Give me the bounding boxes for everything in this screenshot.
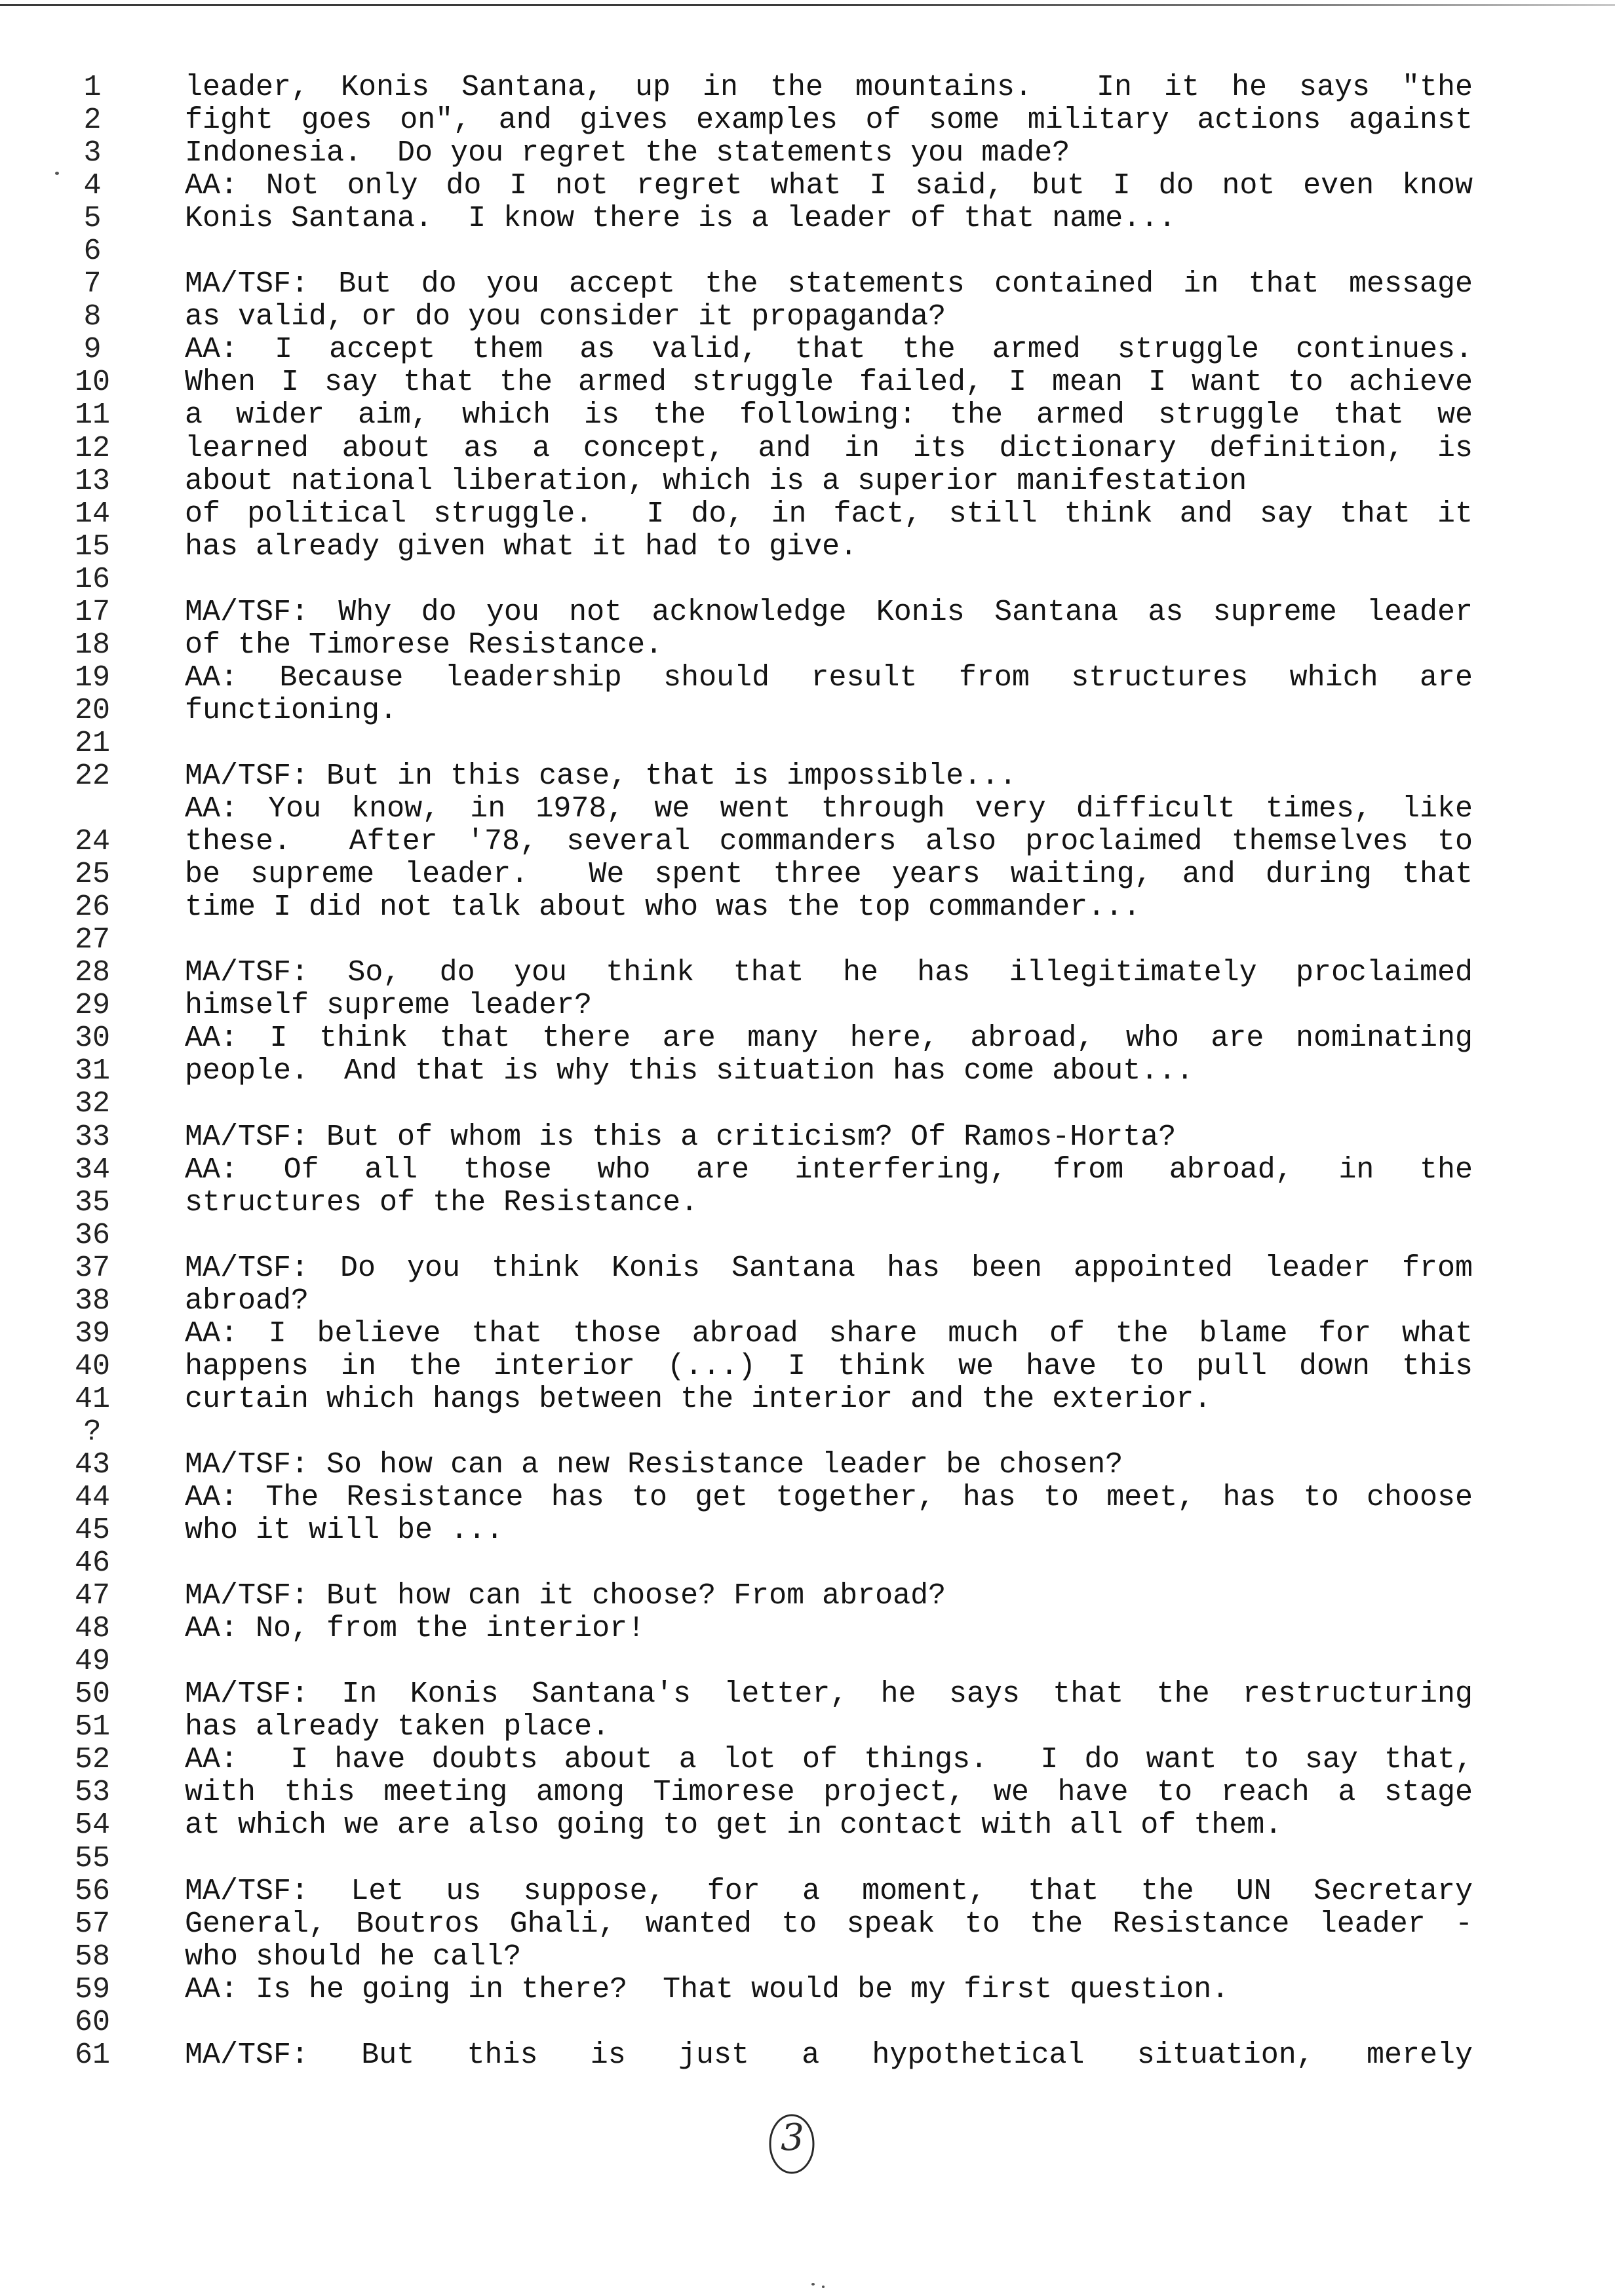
transcript-line (0, 2006, 1615, 2039)
transcript-line (0, 1154, 1615, 1187)
line-number: 6 (83, 235, 102, 269)
transcript-line (0, 1416, 1615, 1449)
transcript-line (0, 1843, 1615, 1875)
line-text: at which we are also going to get in contact with all of them. (185, 1808, 1283, 1843)
line-number: 41 (74, 1382, 110, 1416)
line-number: 27 (74, 923, 110, 957)
line-text: AA: The Resistance has to get together, has to meet, has to choose (185, 1481, 1473, 1515)
transcript-line (0, 1055, 1615, 1088)
line-text: MA/TSF: Do you think Konis Santana has been appointed leader from (185, 1251, 1473, 1285)
transcript-line (0, 1744, 1615, 1776)
line-text: abroad? (185, 1284, 309, 1318)
line-text: who should he call? (185, 1940, 522, 1974)
line-text: functioning. (185, 693, 398, 727)
line-number: 49 (74, 1645, 110, 1679)
line-text: AA: You know, in 1978, we went through very difficult times, like (185, 792, 1473, 826)
line-text: General, Boutros Ghali, wanted to speak to the Resistance leader - (185, 1907, 1473, 1941)
line-text: AA: I have doubts about a lot of things. I do want to say that, (185, 1743, 1473, 1777)
transcript-line (0, 104, 1615, 137)
transcript-line (0, 137, 1615, 170)
line-number: 53 (74, 1776, 110, 1810)
transcript-line (0, 564, 1615, 596)
transcript-line (0, 1908, 1615, 1941)
transcript-line (0, 924, 1615, 957)
transcript-line (0, 1974, 1615, 2006)
transcript-line (0, 1350, 1615, 1383)
line-text: has already taken place. (185, 1710, 610, 1744)
line-number: 9 (83, 333, 102, 367)
page-number: 3 (781, 2116, 804, 2159)
line-number: 43 (74, 1447, 110, 1482)
transcript-line (0, 202, 1615, 235)
transcript-line (0, 1318, 1615, 1350)
line-number: 15 (74, 529, 110, 564)
line-number: 32 (74, 1087, 110, 1121)
line-text: MA/TSF: So how can a new Resistance leader be chosen? (185, 1447, 1123, 1482)
transcript-line (0, 1809, 1615, 1842)
line-number: 13 (74, 464, 110, 498)
transcript-line (0, 1187, 1615, 1219)
transcript-line (0, 629, 1615, 662)
line-number: 24 (74, 825, 110, 859)
line-number: 8 (83, 300, 102, 334)
line-number: 3 (83, 136, 102, 170)
line-text: a wider aim, which is the following: the armed struggle that we (185, 398, 1473, 432)
line-text: AA: I accept them as valid, that the armed struggle continues. (185, 333, 1473, 367)
line-text: happens in the interior (...) I think we have to pull down this (185, 1349, 1473, 1383)
line-number: 28 (74, 956, 110, 990)
transcript-line (0, 2039, 1615, 2072)
transcript-line (0, 366, 1615, 399)
line-number: 30 (74, 1022, 110, 1056)
line-number: 60 (74, 2005, 110, 2039)
transcript-line (0, 760, 1615, 793)
line-number: 38 (74, 1284, 110, 1318)
line-number: 40 (74, 1349, 110, 1383)
line-number: 31 (74, 1054, 110, 1088)
transcript-line (0, 334, 1615, 366)
transcript-line (0, 1121, 1615, 1154)
line-text: MA/TSF: In Konis Santana's letter, he says that the restructuring (185, 1677, 1473, 1712)
line-text: MA/TSF: But this is just a hypothetical situation, merely (185, 2038, 1473, 2072)
line-number: 59 (74, 1972, 110, 2006)
line-number: 56 (74, 1874, 110, 1908)
transcript-line (0, 71, 1615, 104)
line-number: 2 (83, 104, 102, 138)
transcript-line (0, 596, 1615, 629)
line-number: 19 (74, 660, 110, 695)
line-text: AA: Of all those who are interfering, from abroad, in the (185, 1153, 1473, 1187)
line-text: these. After '78, several commanders also proclaimed themselves to (185, 825, 1473, 859)
line-number: 37 (74, 1251, 110, 1285)
transcript-line (0, 957, 1615, 989)
line-number: 47 (74, 1579, 110, 1613)
line-number: 5 (83, 202, 102, 236)
line-number: 58 (74, 1940, 110, 1974)
transcript-line (0, 1547, 1615, 1580)
line-number: 11 (74, 398, 110, 432)
line-text: AA: Is he going in there? That would be my first question. (185, 1972, 1230, 2006)
transcript-line (0, 1252, 1615, 1285)
line-text: people. And that is why this situation has come about... (185, 1054, 1194, 1088)
line-text: AA: I think that there are many here, abroad, who are nominating (185, 1022, 1473, 1056)
transcript-line (0, 1580, 1615, 1613)
transcript-line (0, 1482, 1615, 1514)
line-text: about national liberation, which is a superior manifestation (185, 464, 1247, 498)
line-number: 48 (74, 1612, 110, 1646)
transcript-line (0, 1875, 1615, 1908)
scan-speck (55, 172, 59, 175)
line-text: AA: Because leadership should result from structures which are (185, 660, 1473, 695)
line-text: AA: I believe that those abroad share much of the blame for what (185, 1316, 1473, 1350)
line-text: has already given what it had to give. (185, 529, 858, 564)
line-text: himself supreme leader? (185, 989, 593, 1023)
line-number: 51 (74, 1710, 110, 1744)
line-text: MA/TSF: Let us suppose, for a moment, that the UN Secretary (185, 1874, 1473, 1908)
line-text: MA/TSF: Why do you not acknowledge Konis Santana as supreme leader (185, 595, 1473, 629)
line-number: 46 (74, 1546, 110, 1580)
line-text: MA/TSF: So, do you think that he has illegitimately proclaimed (185, 956, 1473, 990)
line-number: 14 (74, 497, 110, 531)
transcript-line (0, 1022, 1615, 1055)
transcript-line (0, 1514, 1615, 1547)
transcript-line (0, 662, 1615, 695)
line-text: of the Timorese Resistance. (185, 628, 663, 662)
line-number: 18 (74, 628, 110, 662)
line-text: with this meeting among Timorese project, we have to reach a stage (185, 1776, 1473, 1810)
line-text: AA: Not only do I not regret what I said, but I do not even know (185, 169, 1473, 203)
transcript-line (0, 793, 1615, 826)
transcript-line (0, 498, 1615, 531)
transcript-line (0, 1711, 1615, 1744)
transcript-line (0, 1941, 1615, 1974)
transcript-line (0, 727, 1615, 760)
line-text: When I say that the armed struggle failed, I mean I want to achieve (185, 366, 1473, 400)
transcript-line (0, 465, 1615, 498)
transcript-line (0, 1776, 1615, 1809)
transcript-line (0, 399, 1615, 432)
transcript-line (0, 235, 1615, 268)
transcript-line (0, 301, 1615, 334)
line-number: 22 (74, 759, 110, 793)
line-number: 25 (74, 858, 110, 892)
transcript-line (0, 858, 1615, 891)
line-number: 17 (74, 595, 110, 629)
transcript-line (0, 432, 1615, 465)
transcript-line (0, 1088, 1615, 1120)
line-text: of political struggle. I do, in fact, still think and say that it (185, 497, 1473, 531)
line-text: fight goes on", and gives examples of some military actions against (185, 104, 1473, 138)
line-text: MA/TSF: But how can it choose? From abroad? (185, 1579, 946, 1613)
line-text: Indonesia. Do you regret the statements you made? (185, 136, 1070, 170)
line-number: 33 (74, 1120, 110, 1154)
transcript-line (0, 170, 1615, 202)
line-text: who it will be ... (185, 1514, 504, 1548)
line-number: 10 (74, 366, 110, 400)
scan-speck (811, 2283, 815, 2286)
transcript-line (0, 531, 1615, 564)
line-text: curtain which hangs between the interior and the exterior. (185, 1382, 1212, 1416)
line-number: 50 (74, 1677, 110, 1712)
line-number: 61 (74, 2038, 110, 2072)
line-text: structures of the Resistance. (185, 1185, 699, 1219)
line-number: 7 (83, 267, 102, 301)
line-number: 35 (74, 1185, 110, 1219)
line-text: time I did not talk about who was the top commander... (185, 890, 1141, 925)
transcript-line (0, 1219, 1615, 1252)
line-number: ? (83, 1415, 102, 1449)
line-number: 39 (74, 1316, 110, 1350)
line-text: be supreme leader. We spent three years waiting, and during that (185, 858, 1473, 892)
transcript-line (0, 891, 1615, 924)
line-number: 57 (74, 1907, 110, 1941)
line-text: MA/TSF: But do you accept the statements contained in that message (185, 267, 1473, 301)
line-text: Konis Santana. I know there is a leader of that name... (185, 202, 1177, 236)
line-number: 12 (74, 431, 110, 465)
line-number: 29 (74, 989, 110, 1023)
transcript-line (0, 1613, 1615, 1645)
line-text: MA/TSF: But in this case, that is impossible... (185, 759, 1017, 793)
transcript-line (0, 1678, 1615, 1711)
handwritten-page-number (766, 2111, 819, 2177)
transcript-line (0, 1285, 1615, 1318)
line-text: MA/TSF: But of whom is this a criticism? Of Ramos-Horta? (185, 1120, 1177, 1154)
top-scan-edge (0, 4, 1615, 6)
transcript-line (0, 989, 1615, 1022)
transcript-body (0, 71, 1615, 2072)
line-number: 34 (74, 1153, 110, 1187)
transcript-line (0, 1383, 1615, 1416)
line-number: 1 (83, 71, 102, 104)
line-number: 45 (74, 1514, 110, 1548)
transcript-line (0, 695, 1615, 727)
transcript-line (0, 826, 1615, 858)
scan-speck (822, 2286, 825, 2288)
line-text: learned about as a concept, and in its dictionary definition, is (185, 431, 1473, 465)
line-number: 44 (74, 1481, 110, 1515)
line-number: 21 (74, 726, 110, 760)
transcript-line (0, 1645, 1615, 1678)
line-number: 16 (74, 562, 110, 596)
line-number: 20 (74, 693, 110, 727)
line-number: 52 (74, 1743, 110, 1777)
line-number: 4 (83, 169, 102, 203)
line-number: 55 (74, 1841, 110, 1875)
line-number: 36 (74, 1218, 110, 1252)
line-text: as valid, or do you consider it propaganda? (185, 300, 946, 334)
line-text: leader, Konis Santana, up in the mountains. In it he says "the (185, 71, 1473, 104)
transcript-line (0, 1449, 1615, 1482)
transcript-line (0, 268, 1615, 301)
line-number: 54 (74, 1808, 110, 1843)
line-number: 26 (74, 890, 110, 925)
line-text: AA: No, from the interior! (185, 1612, 646, 1646)
